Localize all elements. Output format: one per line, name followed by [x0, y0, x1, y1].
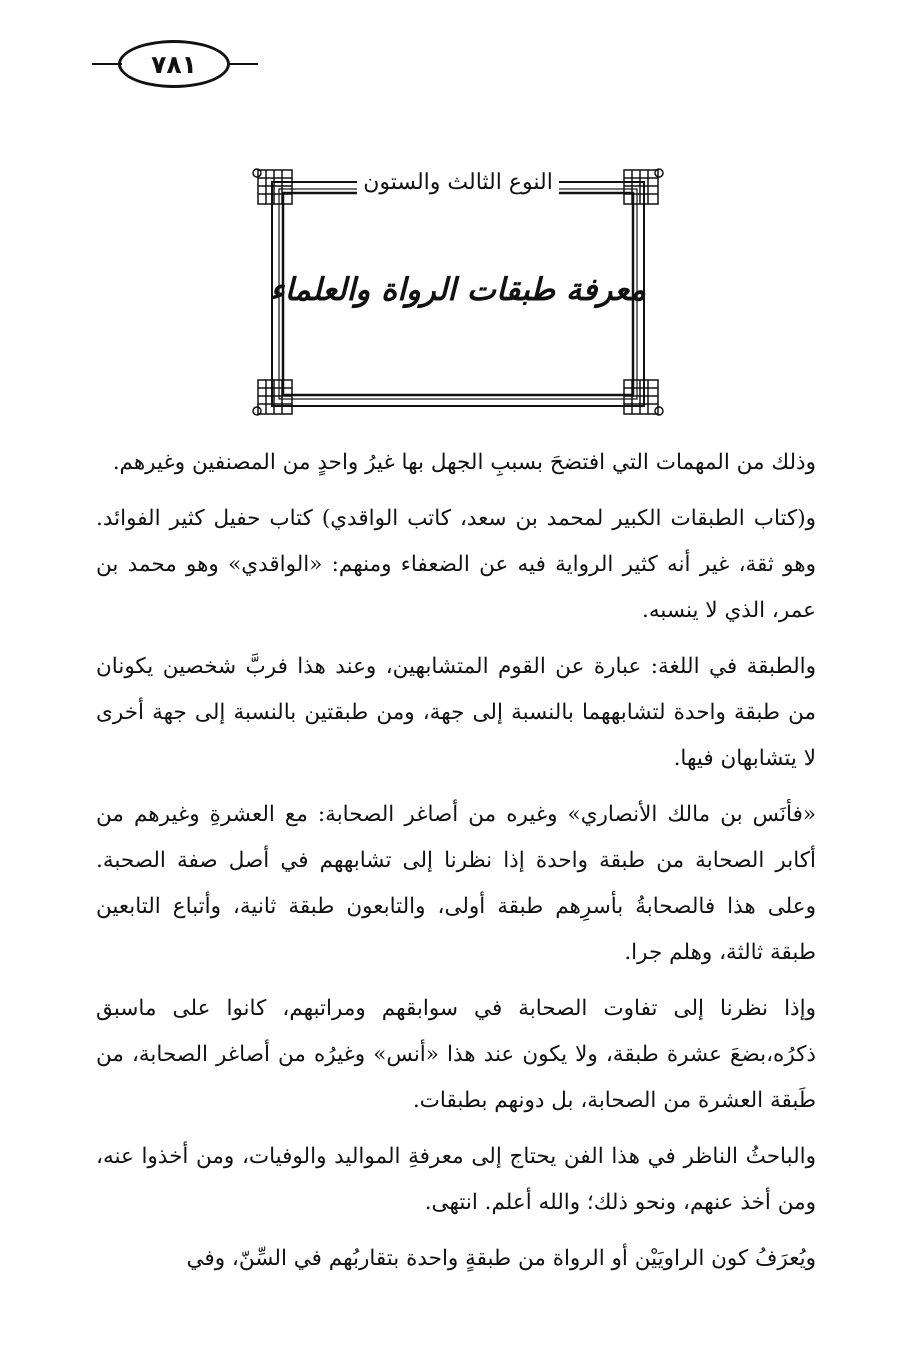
section-label-text: النوع الثالث والستون	[357, 170, 559, 195]
page-number	[118, 40, 230, 88]
paragraph: و(كتاب الطبقات الكبير لمحمد بن سعد، كاتب الواقدي) كتاب حفيل كثير الفوائد. وهو ثقة، غير أنه كثير الرواية فيه عن الضعفاء ومنهم: «الواقدي» وهو محمد بن عمر، الذي لا ينسبه.	[96, 506, 816, 623]
paragraph: والباحثُ الناظر في هذا الفن يحتاج إلى معرفةِ المواليد والوفيات، ومن أخذوا عنه، ومن أخذ عنهم، ونحو ذلك؛ والله أعلم. انتهى.	[96, 1144, 816, 1215]
paragraph: والطبقة في اللغة: عبارة عن القوم المتشابهين، وعند هذا فربَّ شخصين يكونان من طبقة واحدة لتشابههما بالنسبة إلى جهة، ومن طبقتين بالنسبة إلى جهة أخرى لا يتشابهان فيها.	[96, 654, 816, 771]
paragraph: ويُعرَفُ كون الراويَيْن أو الرواة من طبقةٍ واحدة بتقاربُهم في السِّنّ، وفي	[186, 1246, 816, 1271]
page-number-text: ٧٨١	[151, 49, 197, 79]
chapter-heading-frame	[252, 168, 664, 416]
paragraph: وإذا نظرنا إلى تفاوت الصحابة في سوابقهم ومراتبهم، كانوا على ماسبق ذكرُه،بضعَ عشرة طبقة، ولا يكون عند هذا «أنس» وغيرُه من أصاغر الصحابة، من طَبقة العشرة من الصحابة، بل دونهم بطبقات.	[96, 996, 816, 1113]
paragraph: «فأنَس بن مالك الأنصاري» وغيره من أصاغر الصحابة: مع العشرةِ وغيرهم من أكابر الصحابة من طبقة واحدة إذا نظرنا إلى تشابههم في أصل صفة الصحبة. وعلى هذا فالصحابةُ بأسرِهم طبقة أولى، والتابعون طبقة ثانية، وأتباع التابعين طبقة ثالثة، وهلم جرا.	[96, 802, 816, 965]
section-label	[252, 170, 664, 195]
page-number-rule-right	[228, 63, 258, 65]
body-text	[96, 440, 816, 1292]
chapter-title: معرفة طبقات الرواة والعلماء	[270, 272, 646, 308]
paragraph: وذلك من المهمات التي افتضحَ بسببِ الجهل بها غيرُ واحدٍ من المصنفين وغيرهم.	[112, 450, 816, 475]
